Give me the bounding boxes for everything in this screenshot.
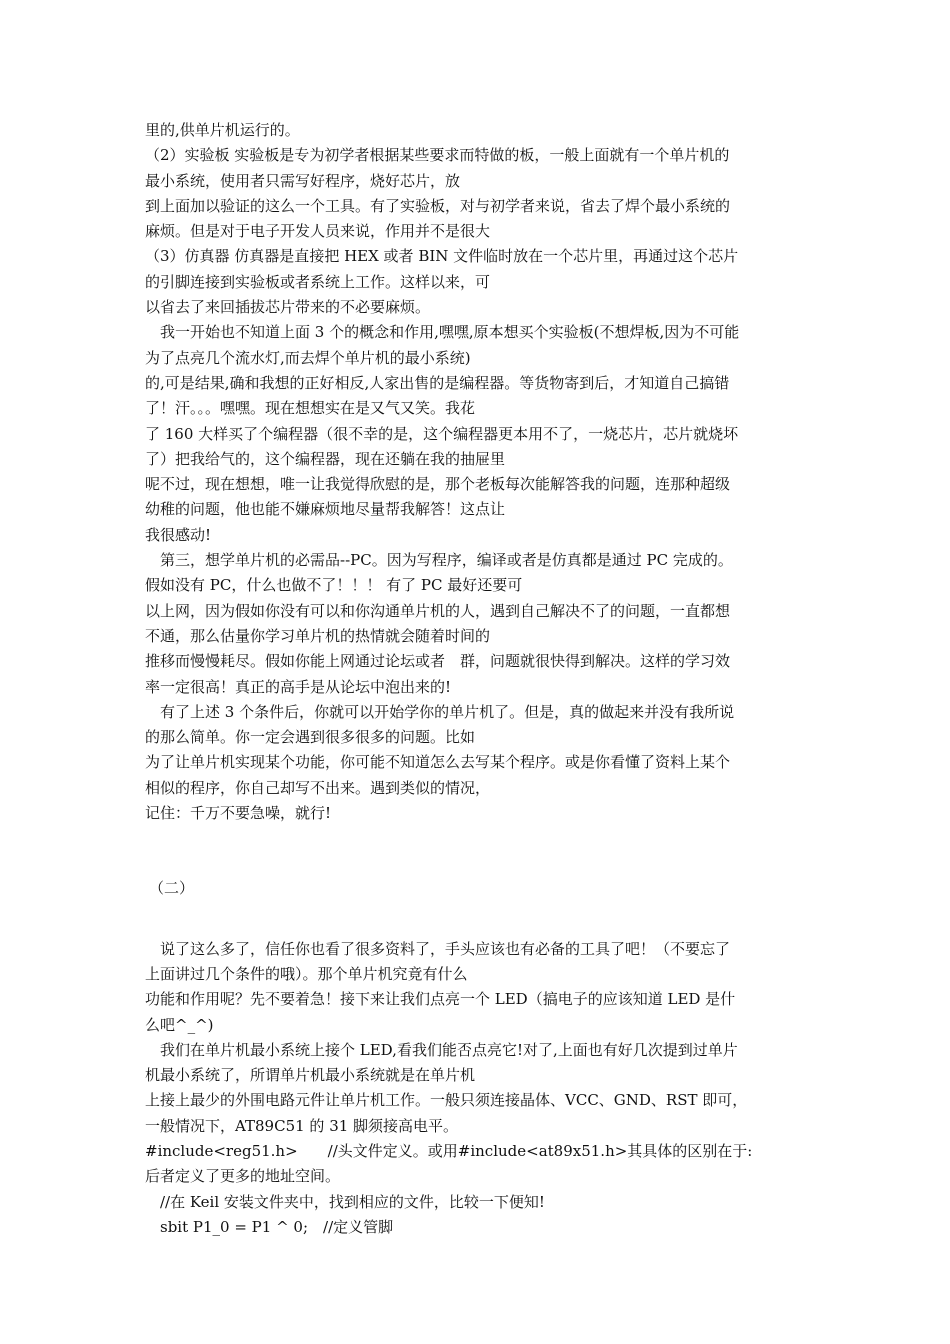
text-line: 记住：千万不要急噪，就行! <box>145 804 332 823</box>
text-line: （2）实验板 实验板是专为初学者根据某些要求而特做的板，一般上面就有一个单片机的 <box>145 146 730 165</box>
text-line: 推移而慢慢耗尽。假如你能上网通过论坛或者 群，问题就很快得到解决。这样的学习效 <box>145 652 731 671</box>
text-line: //在 Keil 安装文件夹中，找到相应的文件，比较一下便知! <box>145 1192 545 1211</box>
text-line: 上接上最少的外围电路元件让单片机工作。一般只须连接晶体、VCC、GND、RST 即可， <box>145 1091 748 1110</box>
text-line: 一般情况下，AT89C51 的 31 脚须接高电平。 <box>145 1116 459 1135</box>
text-line: 了）把我给气的，这个编程器，现在还躺在我的抽屉里 <box>145 449 506 468</box>
text-line: 里的,供单片机运行的。 <box>145 121 300 139</box>
text-line: 说了这么多了，信任你也看了很多资料了，手头应该也有必备的工具了吧！（不要忘了 <box>145 939 731 958</box>
text-line: 有了上述 3 个条件后，你就可以开始学你的单片机了。但是，真的做起来并没有我所说 <box>145 702 735 721</box>
text-line: 了！汗。。。嘿嘿。现在想想实在是又气又笑。我花 <box>145 399 476 418</box>
text-line: 的引脚连接到实验板或者系统上工作。这样以来，可 <box>145 272 491 291</box>
text-line: 后者定义了更多的地址空间。 <box>145 1167 341 1186</box>
text-line: #include<reg51.h> //头文件定义。或用#include<at89x51.h>其具体的区别在于: <box>145 1141 753 1160</box>
document-part-1 <box>145 118 815 826</box>
text-line: 到上面加以验证的这么一个工具。有了实验板，对与初学者来说，省去了焊个最小系统的 <box>145 196 731 215</box>
text-line: 我们在单片机最小系统上接个 LED,看我们能否点亮它!对了,上面也有好几次提到过单片 <box>145 1040 738 1059</box>
text-line: 我很感动! <box>145 525 212 544</box>
text-line: sbit P1_0 = P1 ^ 0; //定义管脚 <box>145 1217 394 1236</box>
section-heading: （二） <box>149 879 195 898</box>
section-gap <box>145 826 815 876</box>
text-line: 为了点亮几个流水灯,而去焊个单片机的最小系统) <box>145 348 471 367</box>
text-line: 了 160 大样买了个编程器（很不幸的是，这个编程器更本用不了，一烧芯片，芯片就烧坏 <box>145 424 739 443</box>
text-line: 率一定很高！真正的高手是从论坛中泡出来的! <box>145 677 452 696</box>
text-line: 的那么简单。你一定会遇到很多很多的问题。比如 <box>145 728 476 747</box>
text-line: 的,可是结果,确和我想的正好相反,人家出售的是编程器。等货物寄到后，才知道自己搞错 <box>145 373 730 392</box>
document-page <box>145 118 815 1240</box>
text-line: （3）仿真器 仿真器是直接把 HEX 或者 BIN 文件临时放在一个芯片里，再通过这个芯片 <box>145 247 739 266</box>
text-line: 上面讲过几个条件的哦）。那个单片机究竟有什么 <box>145 964 468 983</box>
text-line: 以省去了来回插拔芯片带来的不必要麻烦。 <box>145 298 431 317</box>
text-line: 相似的程序，你自己却写不出来。遇到类似的情况， <box>145 778 491 797</box>
document-part-2 <box>145 937 815 1241</box>
text-line: 为了让单片机实现某个功能，你可能不知道怎么去写某个程序。或是你看懂了资料上某个 <box>145 753 731 772</box>
text-line: 幼稚的问题，他也能不嫌麻烦地尽量帮我解答！这点让 <box>145 500 506 519</box>
text-line: 我一开始也不知道上面 3 个的概念和作用,嘿嘿,原本想买个实验板(不想焊板,因为不可能 <box>145 323 740 342</box>
text-line: 么吧^_^) <box>145 1015 214 1034</box>
text-line: 呢不过，现在想想，唯一让我觉得欣慰的是，那个老板每次能解答我的问题，连那种超级 <box>145 475 731 494</box>
text-line: 第三，想学单片机的必需品--PC。因为写程序，编译或者是仿真都是通过 PC 完成的。 <box>145 551 733 570</box>
text-line: 功能和作用呢？先不要着急！接下来让我们点亮一个 LED（搞电子的应该知道 LED 是什 <box>145 990 736 1009</box>
text-line: 最小系统，使用者只需写好程序，烧好芯片，放 <box>145 171 461 190</box>
text-line: 以上网，因为假如你没有可以和你沟通单片机的人，遇到自己解决不了的问题，一直都想 <box>145 601 731 620</box>
text-line: 不通，那么估量你学习单片机的热情就会随着时间的 <box>145 626 491 645</box>
section-gap <box>145 902 815 937</box>
text-line: 机最小系统了，所谓单片机最小系统就是在单片机 <box>145 1066 476 1085</box>
text-line: 假如没有 PC，什么也做不了！！！ 有了 PC 最好还要可 <box>145 576 523 595</box>
text-line: 麻烦。但是对于电子开发人员来说，作用并不是很大 <box>145 222 491 241</box>
